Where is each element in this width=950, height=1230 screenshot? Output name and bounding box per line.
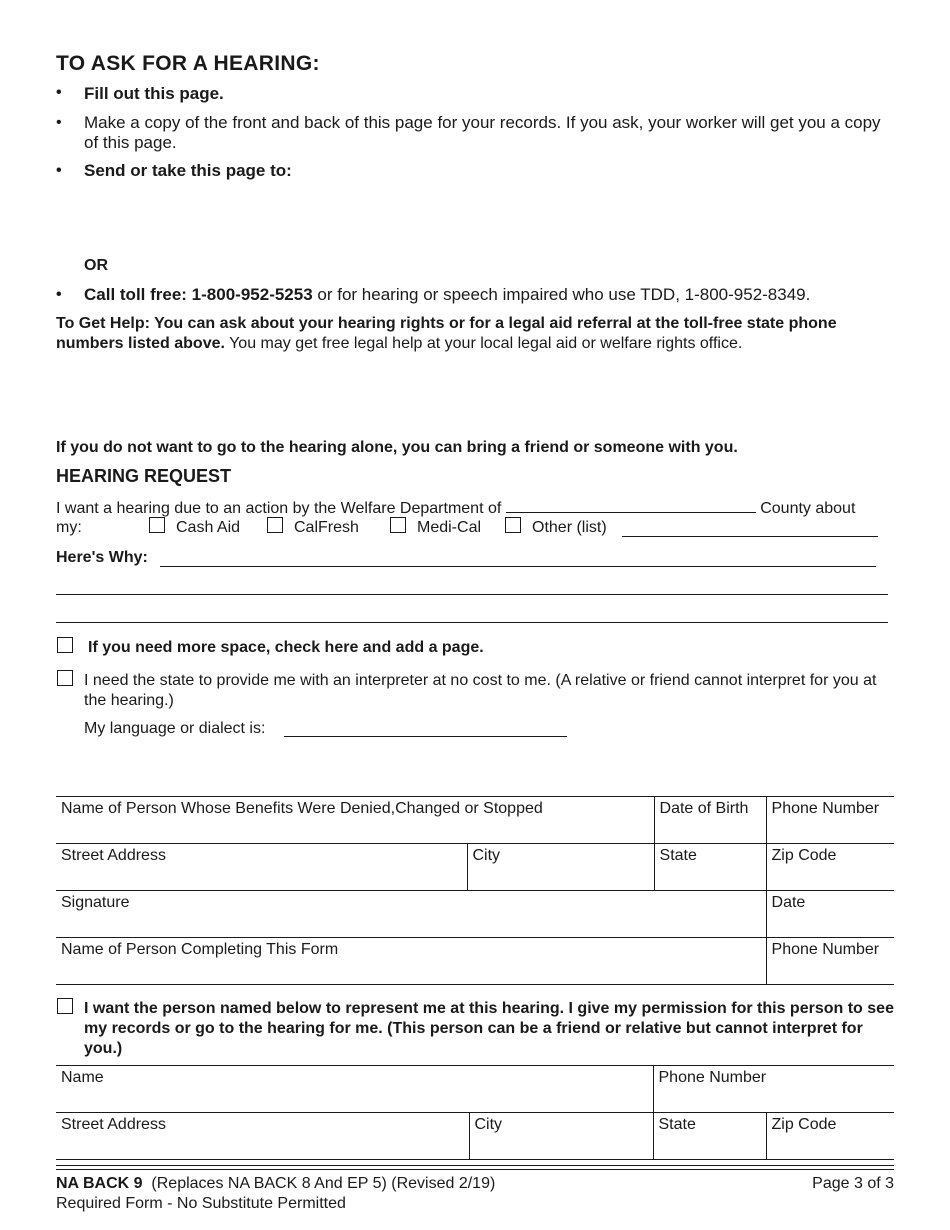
why-input-line-2[interactable] bbox=[56, 594, 888, 595]
interpreter-label: I need the state to provide me with an interpreter at no cost to me. (A relative or friend cannot interpret for you at the hearing.) bbox=[84, 672, 877, 709]
bullet-fill-out: Fill out this page. bbox=[84, 84, 224, 103]
my-label: my: bbox=[56, 519, 82, 536]
other-input[interactable] bbox=[622, 536, 878, 537]
bullet-dot: • bbox=[56, 286, 62, 303]
cash-aid-checkbox[interactable] bbox=[149, 517, 165, 533]
welfare-dept-label: I want a hearing due to an action by the Welfare Department of bbox=[56, 500, 502, 517]
rep-name-field[interactable]: Name bbox=[56, 1066, 653, 1113]
county-input[interactable] bbox=[506, 497, 756, 513]
other-label: Other (list) bbox=[532, 519, 607, 536]
form-page bbox=[56, 0, 894, 1230]
other-checkbox[interactable] bbox=[505, 517, 521, 533]
rep-street-field[interactable]: Street Address bbox=[56, 1113, 469, 1160]
completer-phone-field[interactable]: Phone Number bbox=[766, 938, 894, 985]
calfresh-label: CalFresh bbox=[294, 519, 359, 536]
completer-name-field[interactable]: Name of Person Completing This Form bbox=[56, 938, 766, 985]
signature-field[interactable]: Signature bbox=[56, 891, 766, 938]
bullet-call bbox=[84, 285, 894, 305]
representative-statement: I want the person named below to represent me at this hearing. I give my permission for this person to see my records or go to the hearing for me. (This person can be a friend or relative but cannot interpret for you.) bbox=[84, 1000, 894, 1057]
more-space-label: If you need more space, check here and add a page. bbox=[88, 639, 484, 656]
why-input-line-1[interactable] bbox=[160, 566, 876, 567]
state-field[interactable]: State bbox=[654, 844, 766, 891]
language-label: My language or dialect is: bbox=[84, 720, 266, 737]
medi-cal-checkbox[interactable] bbox=[390, 517, 406, 533]
street-address-field[interactable]: Street Address bbox=[56, 844, 467, 891]
interpreter-checkbox[interactable] bbox=[57, 670, 73, 686]
footer-rule-1 bbox=[56, 1165, 894, 1166]
bullet-make-copy: Make a copy of the front and back of this page for your records. If you ask, your worker will get you a copy of this page. bbox=[84, 113, 881, 152]
heres-why-label: Here's Why: bbox=[56, 549, 148, 566]
hearing-request-title: HEARING REQUEST bbox=[56, 466, 232, 486]
form-id: NA BACK 9 bbox=[56, 1175, 143, 1192]
instructions-title: TO ASK FOR A HEARING: bbox=[56, 52, 320, 75]
more-space-checkbox[interactable] bbox=[57, 637, 73, 653]
bullet-dot: • bbox=[56, 114, 62, 131]
representative-table bbox=[56, 1065, 894, 1160]
cash-aid-label: Cash Aid bbox=[176, 519, 241, 536]
calfresh-checkbox[interactable] bbox=[267, 517, 283, 533]
representative-checkbox[interactable] bbox=[57, 998, 73, 1014]
required-form-note: Required Form - No Substitute Permitted bbox=[56, 1195, 346, 1212]
help-rest: You may get free legal help at your local legal aid or welfare rights office. bbox=[224, 335, 743, 352]
why-input-line-3[interactable] bbox=[56, 622, 888, 623]
city-field[interactable]: City bbox=[467, 844, 654, 891]
help-bold: To Get Help: You can ask about your hearing rights or for a legal aid referral at the toll-free state phone numbers listed above. bbox=[56, 315, 837, 352]
dob-field[interactable]: Date of Birth bbox=[654, 797, 766, 844]
or-label: OR bbox=[84, 257, 108, 274]
footer-rule-2 bbox=[56, 1169, 894, 1170]
welfare-dept-line bbox=[56, 497, 894, 519]
phone-field[interactable]: Phone Number bbox=[766, 797, 894, 844]
bullet-send-take: Send or take this page to: bbox=[84, 161, 292, 180]
rep-zip-field[interactable]: Zip Code bbox=[766, 1113, 894, 1160]
rep-state-field[interactable]: State bbox=[653, 1113, 766, 1160]
date-field[interactable]: Date bbox=[766, 891, 894, 938]
rep-phone-field[interactable]: Phone Number bbox=[653, 1066, 894, 1113]
person-info-table bbox=[56, 796, 894, 985]
form-replaces: (Replaces NA BACK 8 And EP 5) (Revised 2/19) bbox=[151, 1175, 496, 1192]
language-input[interactable] bbox=[284, 736, 567, 737]
help-text bbox=[56, 314, 894, 354]
zip-field[interactable]: Zip Code bbox=[766, 844, 894, 891]
medi-cal-label: Medi-Cal bbox=[417, 519, 482, 536]
person-name-field[interactable]: Name of Person Whose Benefits Were Denied,Changed or Stopped bbox=[56, 797, 654, 844]
bullet-dot: • bbox=[56, 162, 62, 179]
county-about-label: County about bbox=[760, 500, 856, 517]
call-number: Call toll free: 1-800-952-5253 bbox=[84, 285, 313, 304]
bullet-dot: • bbox=[56, 84, 62, 101]
friend-note: If you do not want to go to the hearing alone, you can bring a friend or someone with you. bbox=[56, 439, 738, 456]
footer-form-info bbox=[56, 1174, 495, 1194]
call-tdd: or for hearing or speech impaired who use TDD, 1-800-952-8349. bbox=[312, 285, 811, 304]
rep-city-field[interactable]: City bbox=[469, 1113, 653, 1160]
page-number: Page 3 of 3 bbox=[812, 1175, 894, 1192]
